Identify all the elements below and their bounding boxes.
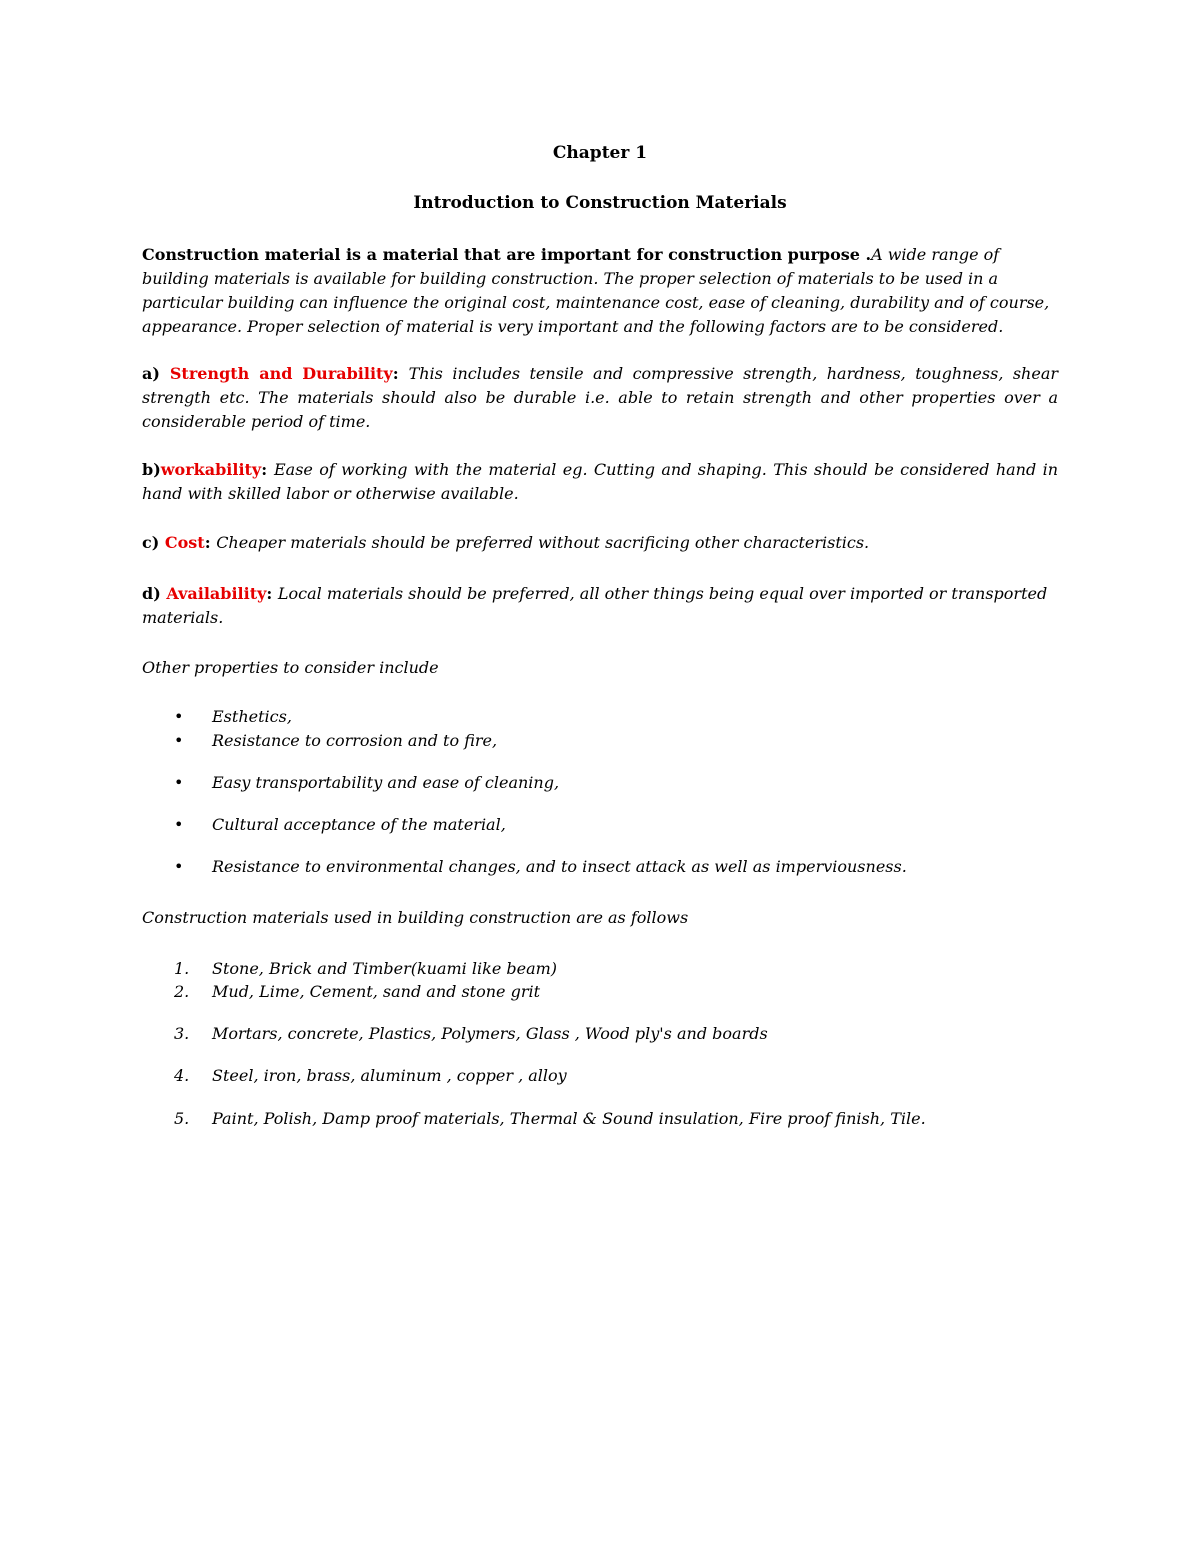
list-text: Stone, Brick and Timber(kuami like beam): [212, 959, 558, 978]
factor-description: Local materials should be preferred, all other things being equal over imported or transported materials.: [142, 584, 1048, 627]
intro-paragraph: [142, 243, 1058, 339]
list-number: 5.: [174, 1109, 190, 1128]
list-number: 1.: [174, 959, 190, 978]
factor-cost: [142, 531, 1058, 555]
bullet-icon: •: [174, 731, 184, 750]
factor-availability: [142, 582, 1058, 630]
factor-prefix: b): [142, 460, 161, 479]
factor-colon: :: [204, 533, 217, 552]
list-text: Steel, iron, brass, aluminum , copper , alloy: [212, 1066, 567, 1085]
chapter-heading: Chapter 1: [552, 143, 648, 163]
factor-colon: :: [266, 584, 278, 603]
bullet-text: Easy transportability and ease of cleaning,: [212, 773, 560, 792]
bullet-text: Resistance to environmental changes, and to insect attack as well as imperviousness.: [212, 857, 907, 876]
intro-bold-lead: Construction material is a material that are important for construction purpose .: [142, 245, 872, 264]
factor-term: workability: [160, 460, 262, 479]
factor-term: Cost: [164, 533, 205, 552]
list-number: 3.: [174, 1024, 190, 1043]
other-properties-heading: Other properties to consider include: [142, 658, 439, 677]
factor-workability: [142, 458, 1058, 506]
factor-prefix: d): [142, 584, 167, 603]
factor-prefix: a): [142, 364, 170, 383]
bullet-icon: •: [174, 707, 184, 726]
factor-term: Availability: [166, 584, 267, 603]
bullet-text: Esthetics,: [212, 707, 292, 726]
factor-prefix: c): [142, 533, 165, 552]
factor-strength: [142, 362, 1058, 434]
bullet-text: Cultural acceptance of the material,: [212, 815, 506, 834]
list-text: Paint, Polish, Damp proof materials, Thermal & Sound insulation, Fire proof finish, Tile.: [212, 1109, 926, 1128]
bullet-icon: •: [174, 857, 184, 876]
factor-description: Cheaper materials should be preferred without sacrificing other characteristics.: [216, 533, 870, 552]
list-text: Mortars, concrete, Plastics, Polymers, Glass , Wood ply's and boards: [212, 1024, 768, 1043]
factor-description: Ease of working with the material eg. Cutting and shaping. This should be considered hand in hand with skilled labor or otherwise available.: [142, 460, 1058, 503]
bullet-icon: •: [174, 773, 184, 792]
factor-description: This includes tensile and compressive strength, hardness, toughness, shear strength etc. The materials should also be durable i.e. able to retain strength and other properties over a considerable period of time.: [142, 364, 1059, 431]
materials-heading: Construction materials used in building construction are as follows: [142, 908, 689, 927]
list-number: 2.: [174, 982, 190, 1001]
page-title: Introduction to Construction Materials: [413, 193, 787, 213]
bullet-text: Resistance to corrosion and to fire,: [212, 731, 498, 750]
bullet-icon: •: [174, 815, 184, 834]
factor-colon: :: [261, 460, 274, 479]
factor-colon: :: [392, 364, 409, 383]
intro-italic-text: A wide range of building materials is available for building construction. The proper selection of materials to be used in a particular building can influence the original cost, maintenance cost, ease of cleaning, durability and of course, appearance. Proper selection of material is very important and the following factors are to be considered.: [142, 245, 1050, 336]
factor-term: Strength and Durability: [169, 364, 393, 383]
list-text: Mud, Lime, Cement, sand and stone grit: [212, 982, 541, 1001]
list-number: 4.: [174, 1066, 190, 1085]
